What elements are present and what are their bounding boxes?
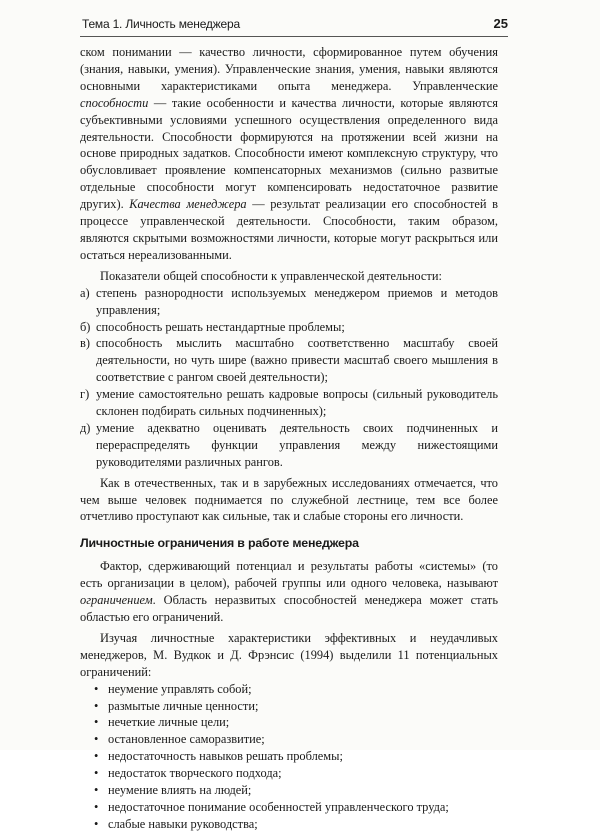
list-item [80,681,498,698]
list-marker: б) [80,319,91,334]
list-item [80,420,498,471]
paragraph-woodcock-francis: Изучая личностные характеристики эффективных и неудачливых менеджеров, М. Вудкок и Д. Фрэнсис (1994) выделили 11 потенциальных ограничений: [80,630,498,679]
page-number: 25 [493,16,508,31]
list-item [80,335,498,386]
list-item [80,319,498,336]
list-item-text: умение самостоятельно решать кадровые вопросы (сильный руководитель склонен подбирать сильных подчиненных); [96,387,498,419]
list-item-text: недостаточность навыков решать проблемы; [108,749,343,764]
bullet: • [94,698,99,713]
list-item-text: способность мыслить масштабно соответственно масштабу своей деятельности, но чуть шире (важно привести масштаб своего мышления в соответствие с рангом своей деятельности); [96,336,498,385]
list-item-text: размытые личные ценности; [108,698,259,713]
bullet: • [94,816,99,831]
list-item-text: способность решать нестандартные проблемы; [96,319,345,334]
running-header [80,14,508,37]
list-marker: г) [80,387,90,402]
paragraph-text: — такие особенности и качества личности, которые являются субъективными условиями успешного осуществления определенного вида деятельности. Способности формируются на протяжении всей жизни на основе природных задатков. Способности имеют комплексную структуру, что обусловливает проявление компенсаторных механизмов (сильно развитые отдельные способности могут компенсировать недостаточное развитие других). [80,95,498,212]
paragraph-career: Как в отечественных, так и в зарубежных исследованиях отмечается, что чем выше человек поднимается по служебной лестнице, тем все более отчетливо проступают как сильные, так и слабые стороны его личности. [80,475,498,524]
bullet: • [94,783,99,798]
bullet: • [94,749,99,764]
list-item-text: недостаток творческого подхода; [108,766,282,781]
paragraph-indicators-intro: Показатели общей способности к управленческой деятельности: [100,268,442,283]
list-marker: а) [80,285,90,300]
list-item [80,799,498,816]
paragraph-text: Фактор, сдерживающий потенциал и результаты работы «системы» (то есть организации в целом), рабочей группы или одного человека, называют [80,559,498,591]
list-item [80,386,498,420]
term-manager-qualities: Качества менеджера [129,197,247,212]
list-item-text: нечеткие личные цели; [108,715,230,730]
list-item [80,285,498,319]
limitations-list [80,681,498,833]
running-title: Тема 1. Личность менеджера [82,17,240,31]
list-item-text: умение адекватно оценивать деятельность своих подчиненных и перераспределять функции управления между нижестоящими руководителями различных рангов. [96,420,498,469]
paragraph-abilities [80,44,498,264]
list-item-text: недостаточное понимание особенностей управленческого труда; [108,799,449,814]
list-item-text: неумение влиять на людей; [108,783,252,798]
bullet: • [94,732,99,747]
list-item-text: степень разнородности используемых менеджером приемов и методов управления; [96,285,498,317]
list-item [80,816,498,833]
list-item-text: остановленное саморазвитие; [108,732,265,747]
bullet: • [94,766,99,781]
list-item-text: неумение управлять собой; [108,681,252,696]
section-heading: Личностные ограничения в работе менеджера [80,536,359,551]
term-abilities: способности [80,95,149,110]
list-item [80,782,498,799]
paragraph-text: ском понимании — качество личности, сформированное путем обучения (знания, навыки, умения). Управленческие знания, умения, навыки являются основными характеристиками опыта менеджера. Управленческие [80,45,498,93]
indicators-list [80,285,498,471]
paragraph-text: — результат реализации его способностей в процессе управленческой деятельности. Способности, таким образом, являются скрытыми возможностями личности, которые могут раскрыться или остаться нереализованными. [80,197,498,262]
bullet: • [94,715,99,730]
list-item [80,698,498,715]
paragraph-text: . Область неразвитых способностей менеджера может стать областью его ограничений. [80,593,498,624]
page-body [80,44,498,833]
list-item [80,714,498,731]
list-item [80,765,498,782]
bullet: • [94,799,99,814]
paragraph-limitation-definition [80,558,498,626]
list-item [80,731,498,748]
list-item [80,748,498,765]
list-item-text: слабые навыки руководства; [108,816,258,831]
list-marker: в) [80,336,90,351]
bullet: • [94,681,99,696]
list-marker: д) [80,420,91,435]
term-limitation: ограничением [80,593,153,608]
